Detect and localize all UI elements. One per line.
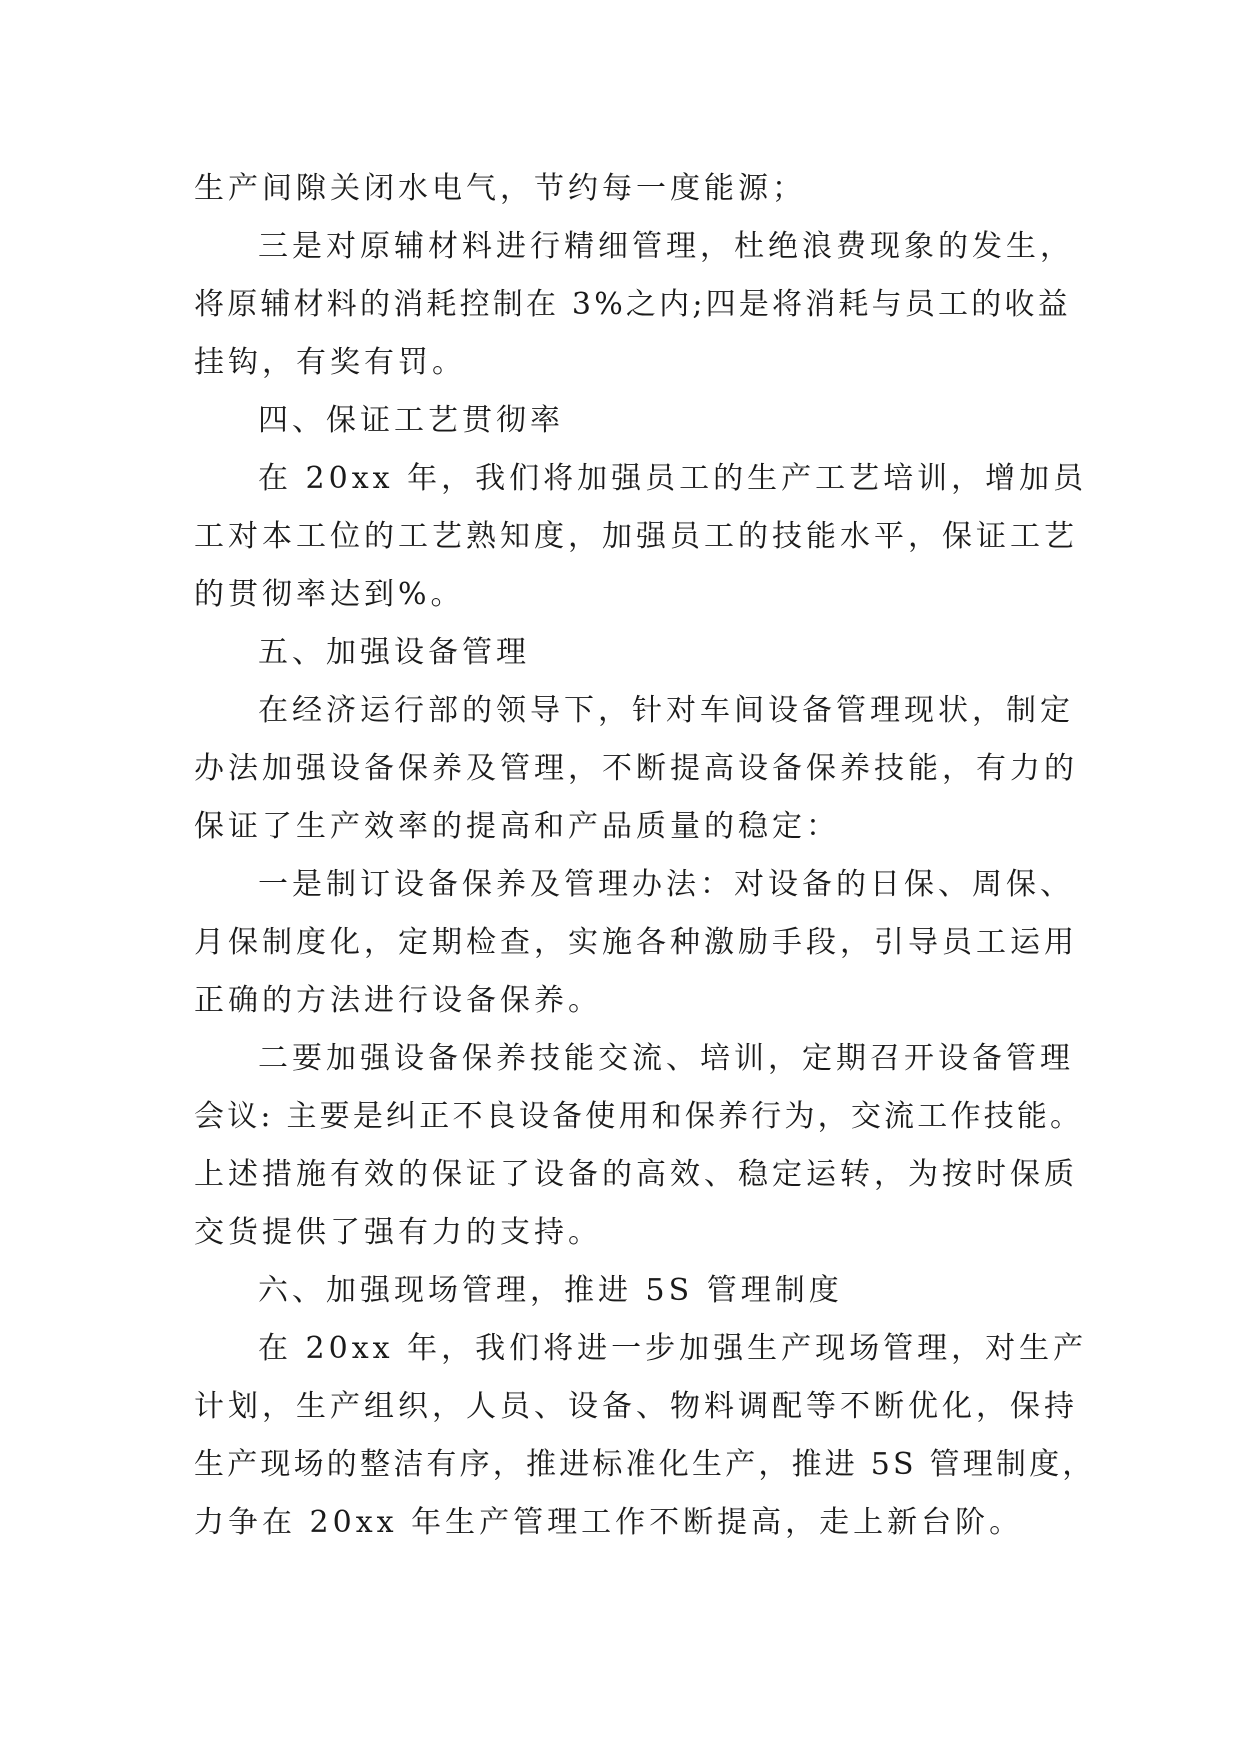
paragraph-line: 保证了生产效率的提高和产品质量的稳定： — [194, 809, 840, 844]
paragraph-line: 会议: 主要是纠正不良设备使用和保养行为，交流工作技能。 — [194, 1099, 1084, 1134]
paragraph-line: 力争在 20xx 年生产管理工作不断提高，走上新台阶。 — [194, 1505, 1024, 1540]
paragraph-line: 上述措施有效的保证了设备的高效、稳定运转，为按时保质 — [194, 1157, 1078, 1192]
section-heading: 六、加强现场管理，推进 5S 管理制度 — [258, 1273, 843, 1308]
paragraph-line: 将原辅材料的消耗控制在 3%之内;四是将消耗与员工的收益 — [194, 287, 1071, 322]
paragraph-line: 在 20xx 年，我们将进一步加强生产现场管理，对生产 — [258, 1331, 1088, 1366]
paragraph-line: 月保制度化，定期检查，实施各种激励手段，引导员工运用 — [194, 925, 1078, 960]
paragraph-line: 二要加强设备保养技能交流、培训，定期召开设备管理 — [258, 1041, 1074, 1076]
paragraph-line: 计划，生产组织，人员、设备、物料调配等不断优化，保持 — [194, 1389, 1078, 1424]
paragraph-line: 在经济运行部的领导下，针对车间设备管理现状，制定 — [258, 693, 1074, 728]
paragraph-line: 交货提供了强有力的支持。 — [194, 1215, 602, 1250]
paragraph-line: 一是制订设备保养及管理办法：对设备的日保、周保、 — [258, 867, 1074, 902]
paragraph-line: 办法加强设备保养及管理，不断提高设备保养技能，有力的 — [194, 751, 1078, 786]
paragraph-line: 生产现场的整洁有序，推进标准化生产，推进 5S 管理制度， — [194, 1447, 1096, 1482]
paragraph-line: 三是对原辅材料进行精细管理，杜绝浪费现象的发生， — [258, 229, 1074, 264]
paragraph-line: 生产间隙关闭水电气，节约每一度能源； — [194, 171, 806, 206]
document-body — [194, 160, 1096, 1552]
section-heading: 四、保证工艺贯彻率 — [258, 403, 564, 438]
paragraph-line: 的贯彻率达到%。 — [194, 577, 465, 612]
paragraph-line: 在 20xx 年，我们将加强员工的生产工艺培训，增加员 — [258, 461, 1088, 496]
paragraph-line: 工对本工位的工艺熟知度，加强员工的技能水平，保证工艺 — [194, 519, 1078, 554]
section-heading: 五、加强设备管理 — [258, 635, 530, 670]
paragraph-line: 正确的方法进行设备保养。 — [194, 983, 602, 1018]
paragraph-line: 挂钩，有奖有罚。 — [194, 345, 466, 380]
